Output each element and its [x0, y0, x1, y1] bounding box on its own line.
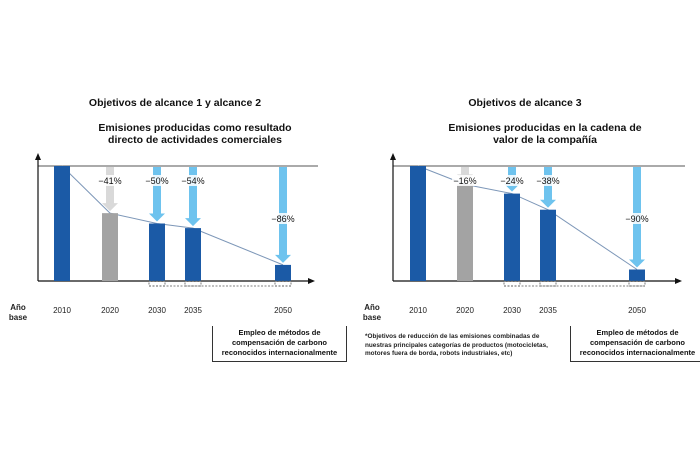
reduction-label-2035: −54% — [181, 176, 205, 186]
x-axis-arrowhead — [675, 278, 682, 284]
reduction-arrowhead-2050 — [275, 255, 291, 263]
bar-2030 — [504, 194, 520, 281]
bar-2050 — [629, 270, 645, 282]
reduction-label-2035: −38% — [536, 176, 560, 186]
x-axis-arrowhead — [308, 278, 315, 284]
x-tick-label-2050: 2050 — [274, 306, 292, 315]
bar-2010 — [410, 166, 426, 281]
reduction-label-2020: −16% — [453, 176, 477, 186]
reduction-arrow-2035 — [189, 167, 197, 219]
bar-chart-scope-3 — [350, 0, 700, 471]
reduction-arrowhead-2030 — [149, 214, 165, 222]
x-tick-label-2035: 2035 — [539, 306, 557, 315]
footnote: *Objetivos de reducción de las emisiones combinadas de nuestras principales categorías de productos (motocicletas, motores fuera de borda, robots industriales, etc) — [365, 333, 548, 357]
base-year-label-line: base — [362, 313, 382, 322]
chart-subtitle: Emisiones producidas como resultado directo de actividades comerciales — [98, 122, 292, 146]
bar-2050 — [275, 265, 291, 281]
x-tick-label-2020: 2020 — [456, 306, 474, 315]
reduction-label-2030: −24% — [500, 176, 524, 186]
y-axis-arrowhead — [390, 153, 396, 160]
offset-note: Empleo de métodos de compensación de carbono reconocidos internacionalmente — [212, 326, 347, 362]
bar-2035 — [185, 228, 201, 281]
reduction-arrowhead-2035 — [185, 218, 201, 226]
reduction-arrow-2050 — [279, 167, 287, 256]
reduction-label-2050: −90% — [625, 214, 649, 224]
base-year-label — [9, 303, 28, 322]
offset-stub-2050 — [275, 281, 291, 286]
x-tick-label-2010: 2010 — [409, 306, 427, 315]
offset-note: Empleo de métodos de compensación de carbono reconocidos internacionalmente — [570, 326, 700, 362]
offset-stub-2035 — [540, 281, 556, 286]
chart-title: Objetivos de alcance 3 — [468, 97, 582, 109]
x-tick-label-2030: 2030 — [148, 306, 166, 315]
bar-2010 — [54, 166, 70, 281]
reduction-label-2050: −86% — [271, 214, 295, 224]
base-year-label-line: base — [8, 313, 28, 322]
chart-title: Objetivos de alcance 1 y alcance 2 — [88, 97, 262, 109]
base-year-label — [363, 303, 382, 322]
offset-stub-2035 — [185, 281, 201, 286]
offset-stub-2030 — [504, 281, 520, 286]
x-tick-label-2010: 2010 — [53, 306, 71, 315]
x-tick-label-2035: 2035 — [184, 306, 202, 315]
reduction-arrow-2020 — [461, 167, 469, 175]
reduction-arrow-2030 — [153, 167, 161, 215]
offset-stub-2050 — [629, 281, 645, 286]
reduction-arrowhead-2035 — [540, 200, 556, 208]
bar-2035 — [540, 210, 556, 281]
x-tick-label-2030: 2030 — [503, 306, 521, 315]
chart-panel-scope-3 — [350, 0, 700, 471]
base-year-label-line: Año — [364, 303, 380, 312]
x-tick-label-2050: 2050 — [628, 306, 646, 315]
y-axis-arrowhead — [35, 153, 41, 160]
base-year-label-line: Año — [10, 303, 26, 312]
bar-2020 — [457, 184, 473, 281]
x-tick-label-2020: 2020 — [101, 306, 119, 315]
chart-subtitle: Emisiones producidas en la cadena de valor de la compañía — [448, 122, 642, 146]
reduction-label-2030: −50% — [145, 176, 169, 186]
offset-stub-2030 — [149, 281, 165, 286]
reduction-label-2020: −41% — [98, 176, 122, 186]
bar-2030 — [149, 224, 165, 282]
trend-line — [62, 166, 283, 265]
bar-2020 — [102, 213, 118, 281]
trend-line — [418, 166, 637, 270]
